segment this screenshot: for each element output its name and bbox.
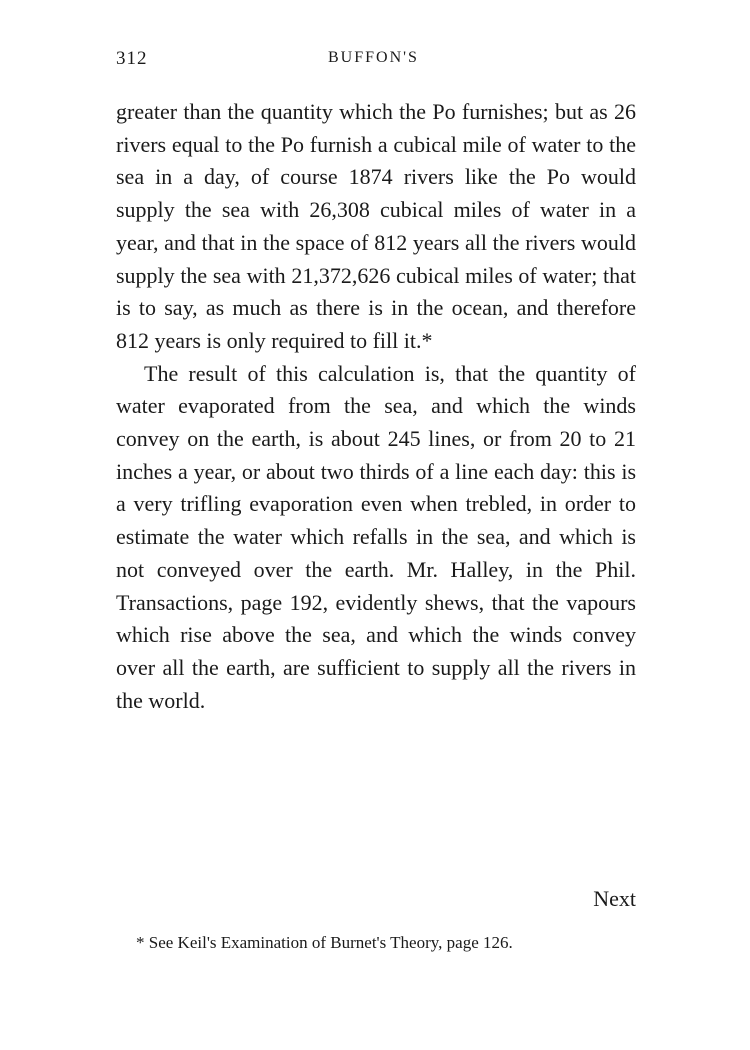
body-paragraph: The result of this calculation is, that the quantity of water evaporated from the sea, and which the winds convey on the earth, is about 245 lines, or from 20 to 21 inches a year, or about two thirds of a line each day: this is a very trifling evaporation even when trebled, in order to estimate the water which refalls in the sea, and which is not conveyed over the earth. Mr. Halley, in the Phil. Transactions, page 192, evidently shews, that the vapours which rise above the sea, and which the winds convey over all the earth, are sufficient to supply all the rivers in the world. bbox=[116, 360, 636, 713]
body-text bbox=[116, 96, 636, 717]
body-paragraph: greater than the quantity which the Po furnishes; but as 26 rivers equal to the Po furnish a cubical mile of water to the sea in a day, of course 1874 rivers like the Po would supply the sea with 26,308 cubical miles of water in a year, and that in the space of 812 years all the rivers would supply the sea with 21,372,626 cubical miles of water; that is to say, as much as there is in the ocean, and therefore 812 years is only required to fill it.* bbox=[116, 99, 636, 353]
running-head: BUFFON'S bbox=[328, 49, 419, 66]
footnote-text: * See Keil's Examination of Burnet's Theory, page 126. bbox=[136, 933, 513, 952]
footnote bbox=[116, 929, 636, 956]
page-number: 312 bbox=[116, 48, 148, 69]
catchword: Next bbox=[593, 886, 636, 911]
page-header bbox=[116, 48, 636, 78]
